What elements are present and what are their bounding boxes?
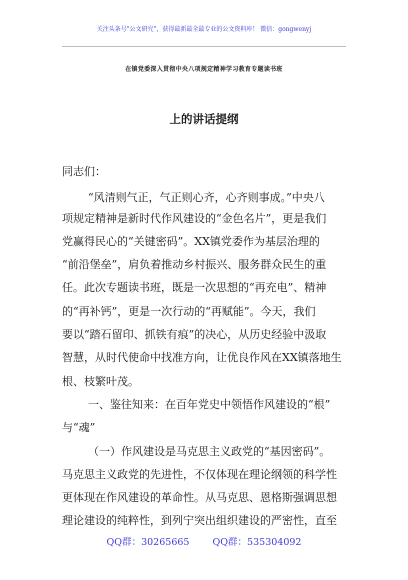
footer-qq-group-2: QQ群：535304092	[212, 537, 302, 548]
paragraph-line: 党赢得民心的“关键密码”。XX镇党委作为基层治理的	[62, 235, 320, 248]
paragraph-line: 要以“踏石留印、抓铁有痕”的决心，从历史经验中汲取	[62, 328, 327, 341]
paragraph-line: 项规定精神是新时代作风建设的“金色名片”，更是我们	[62, 212, 327, 225]
paragraph-line: 根、枝繁叶茂。	[62, 375, 139, 388]
header-banner: 关注头条号"公文研究"，获得最新最全最专业的公文资料库！ 微信：gongwenyj	[96, 26, 312, 33]
paragraph-line: “风清则气正，气正则心齐，心齐则事成。”中央八	[88, 191, 325, 204]
document-title-line-1: 在镇党委深入贯彻中央八项规定精神学习教育专题读书班	[125, 66, 283, 73]
subsection-heading: （一）作风建设是马克思主义政党的“基因密码”。	[88, 445, 331, 458]
document-title-line-2: 上的讲话提纲	[169, 112, 239, 126]
paragraph-line: 任。此次专题读书班，既是一次思想的“再充电”、精神	[62, 281, 327, 294]
paragraph-line: 理论建设的纯粹性，到列宁突出组织建设的严密性，直至	[62, 514, 337, 527]
paragraph-line: 智慧，从时代使命中找准方向，让优良作风在XX镇落地生	[62, 351, 342, 364]
header-divider	[62, 46, 346, 47]
section-heading: 与“魂”	[62, 421, 96, 434]
paragraph-line: 马克思主义政党的先进性，不仅体现在理论纲领的科学性	[62, 468, 337, 481]
footer-contacts	[0, 534, 408, 548]
paragraph-line: 更体现在作风建设的革命性。从马克思、恩格斯强调思想	[62, 491, 337, 504]
paragraph-line: “前沿堡垒”，肩负着推动乡村振兴、服务群众民生的重	[62, 258, 327, 271]
section-heading: 一、鉴往知来：在百年党史中领悟作风建设的“根”	[88, 398, 331, 411]
footer-qq-group-1: QQ群：30265665	[106, 537, 190, 548]
paragraph-line: 的“再补钙”，更是一次行动的“再赋能”。今天，我们	[62, 305, 316, 318]
salutation: 同志们：	[62, 165, 106, 178]
